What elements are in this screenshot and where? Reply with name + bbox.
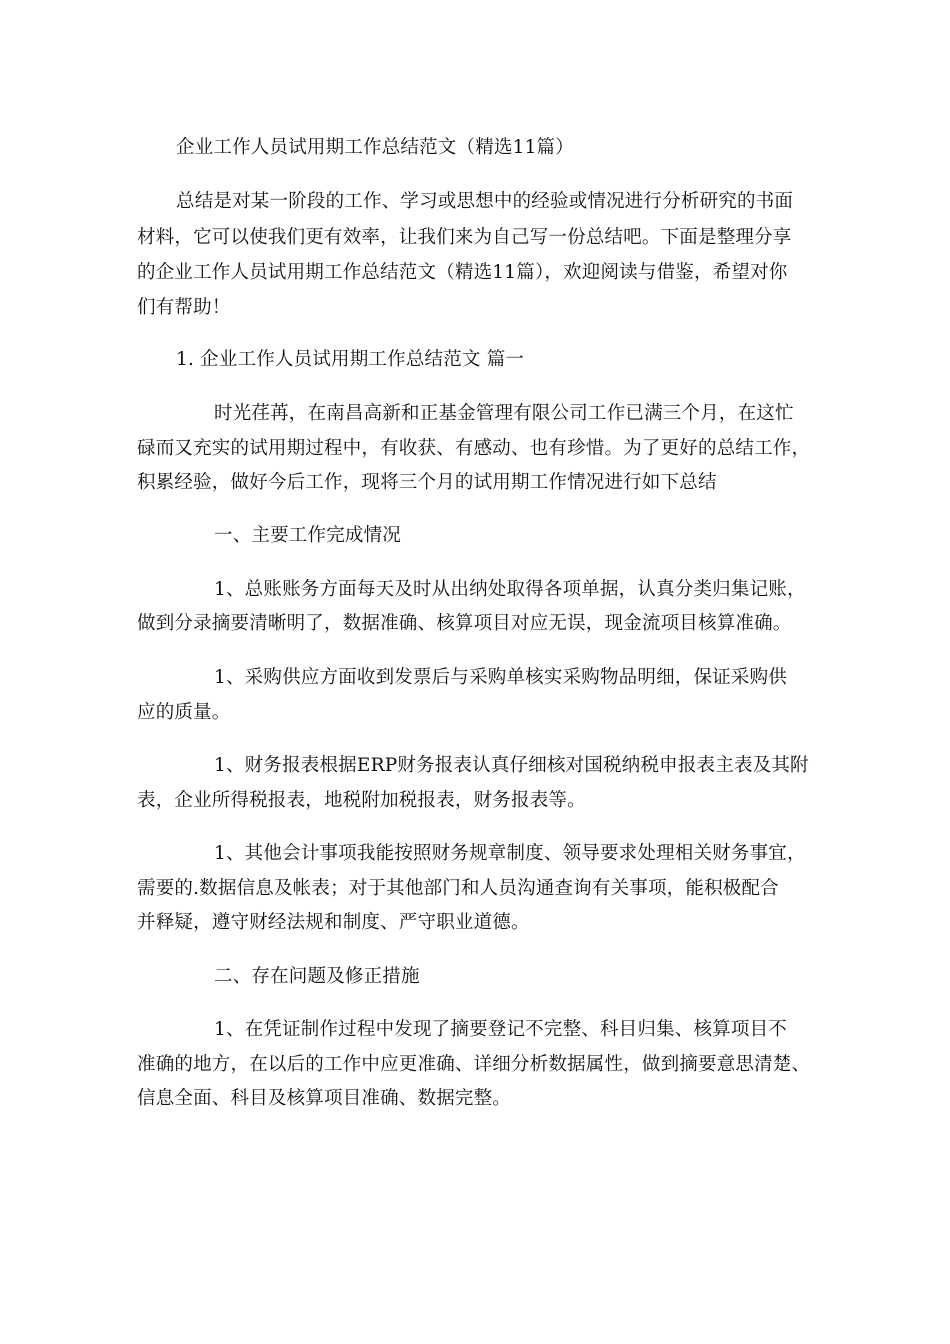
item-procurement: 1、采购供应方面收到发票后与采购单核实采购物品明细，保证采购供	[214, 667, 787, 688]
item-vouchers: 信息全面、科目及核算项目准确、数据完整。	[137, 1088, 512, 1109]
opening-line: 时光荏苒，在南昌高新和正基金管理有限公司工作已满三个月，在这忙	[214, 403, 794, 424]
heading-main-work: 一、主要工作完成情况	[214, 525, 402, 546]
item-ledger: 做到分录摘要清晰明了，数据准确、核算项目对应无误，现金流项目核算准确。	[137, 613, 792, 634]
item-ledger: 1、总账账务方面每天及时从出纳处取得各项单据，认真分类归集记账，	[214, 579, 806, 600]
heading-problems: 二、存在问题及修正措施	[214, 966, 420, 987]
intro-line: 的企业工作人员试用期工作总结范文（精选11篇），欢迎阅读与借鉴，希望对你	[137, 262, 788, 283]
intro-line: 材料，它可以使我们更有效率，让我们来为自己写一份总结吧。下面是整理分享	[137, 227, 792, 248]
opening-line: 碌而又充实的试用期过程中，有收获、有感动、也有珍惜。为了更好的总结工作，	[137, 438, 811, 459]
item-other: 1、其他会计事项我能按照财务规章制度、领导要求处理相关财务事宜，	[214, 843, 806, 864]
section-heading: 1. 企业工作人员试用期工作总结范文 篇一	[176, 349, 525, 370]
item-vouchers: 准确的地方，在以后的工作中应更准确、详细分析数据属性，做到摘要意思清楚、	[137, 1054, 811, 1075]
intro-line: 们有帮助！	[137, 297, 231, 318]
item-reports: 1、财务报表根据ERP财务报表认真仔细核对国税纳税申报表主表及其附	[214, 755, 809, 776]
document-title: 企业工作人员试用期工作总结范文（精选11篇）	[176, 137, 574, 158]
item-reports: 表，企业所得税报表，地税附加税报表，财务报表等。	[137, 790, 586, 811]
intro-line: 总结是对某一阶段的工作、学习或思想中的经验或情况进行分析研究的书面	[176, 191, 794, 212]
item-other: 需要的.数据信息及帐表；对于其他部门和人员沟通查询有关事项，能积极配合	[137, 878, 779, 899]
item-vouchers: 1、在凭证制作过程中发现了摘要登记不完整、科目归集、核算项目不	[214, 1019, 787, 1040]
item-other: 并释疑，遵守财经法规和制度、严守职业道德。	[137, 912, 530, 933]
item-procurement: 应的质量。	[137, 702, 231, 723]
opening-line: 积累经验，做好今后工作，现将三个月的试用期工作情况进行如下总结	[137, 472, 717, 493]
